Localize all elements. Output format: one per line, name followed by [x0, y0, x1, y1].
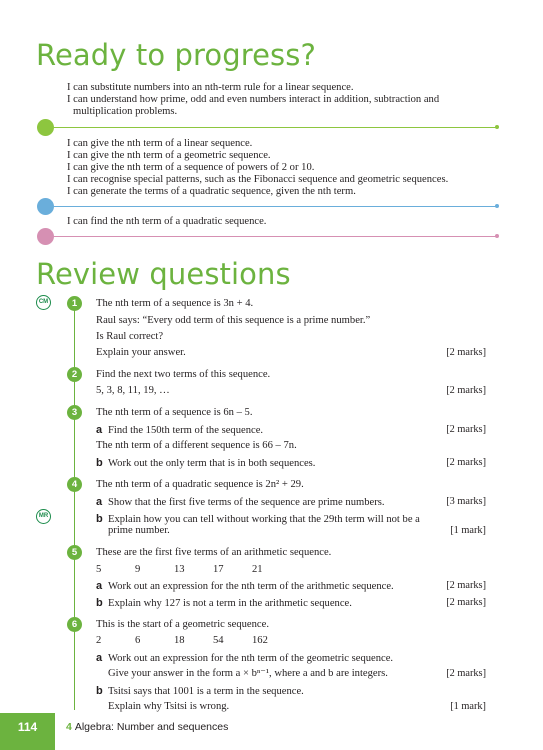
part-text-continued: Explain why Tsitsi is wrong.	[108, 701, 230, 712]
progress-statement: I can understand how prime, odd and even numbers interact in addition, subtraction and	[67, 94, 440, 105]
question-timeline	[74, 305, 75, 710]
question-text: The nth term of a different sequence is 66 – 7n.	[96, 440, 297, 451]
part-text-continued: Give your answer in the form a × bⁿ⁻¹, where a and b are integers.	[108, 668, 388, 679]
mr-badge: MR	[36, 509, 51, 524]
marks-label: [2 marks]	[446, 347, 486, 358]
sequence-term: 2	[96, 635, 102, 646]
review-heading: Review questions	[36, 257, 291, 291]
marks-label: [1 mark]	[450, 701, 486, 712]
sequence-term: 17	[213, 564, 224, 575]
part-label: a	[96, 580, 103, 592]
question-part-b	[96, 597, 352, 610]
question-part-b	[96, 685, 304, 698]
question-text: These are the first five terms of an arithmetic sequence.	[96, 547, 332, 558]
chapter-title: Algebra: Number and sequences	[74, 721, 229, 733]
part-label: a	[96, 496, 103, 508]
sequence-terms	[96, 564, 291, 576]
pink-line-end-dot	[495, 234, 499, 238]
sequence-term: 21	[252, 564, 263, 575]
progress-statement: I can find the nth term of a quadratic sequence.	[67, 216, 267, 227]
question-number: 1	[67, 296, 82, 311]
question-number: 6	[67, 617, 82, 632]
part-text: Tsitsi says that 1001 is a term in the sequence.	[108, 686, 304, 697]
part-text: Work out an expression for the nth term of the arithmetic sequence.	[108, 581, 394, 592]
question-text: The nth term of a quadratic sequence is 2n² + 29.	[96, 479, 304, 490]
sequence-term: 13	[174, 564, 185, 575]
part-text: Explain why 127 is not a term in the arithmetic sequence.	[108, 598, 352, 609]
question-part-a	[96, 424, 263, 437]
question-text: Is Raul correct?	[96, 331, 164, 342]
part-label: a	[96, 652, 103, 664]
question-number: 4	[67, 477, 82, 492]
marks-label: [3 marks]	[446, 496, 486, 507]
sequence-term: 162	[252, 635, 268, 646]
part-text-continued: prime number.	[108, 525, 170, 536]
part-text: Explain how you can tell without working that the 29th term will not be a	[108, 514, 420, 525]
marks-label: [1 mark]	[450, 525, 486, 536]
progress-statement: I can substitute numbers into an nth-term rule for a linear sequence.	[67, 82, 354, 93]
question-part-a	[96, 496, 385, 509]
part-text: Work out the only term that is in both sequences.	[108, 458, 316, 469]
blue-line-end-dot	[495, 204, 499, 208]
sequence-term: 5	[96, 564, 102, 575]
green-level-dot	[37, 119, 54, 136]
part-label: b	[96, 457, 103, 469]
progress-statement: I can recognise special patterns, such as the Fibonacci sequence and geometric sequences.	[67, 174, 449, 185]
part-label: b	[96, 513, 103, 525]
part-text: Find the 150th term of the sequence.	[108, 425, 264, 436]
sequence-term: 9	[135, 564, 141, 575]
marks-label: [2 marks]	[446, 424, 486, 435]
sequence-terms	[96, 635, 291, 647]
sequence-term: 6	[135, 635, 141, 646]
question-part-b	[96, 457, 315, 470]
question-text: This is the start of a geometric sequence.	[96, 619, 269, 630]
pink-divider	[54, 236, 497, 237]
chapter-footer	[66, 721, 228, 733]
marks-label: [2 marks]	[446, 668, 486, 679]
part-label: b	[96, 685, 103, 697]
question-part-a	[96, 580, 394, 593]
question-number: 5	[67, 545, 82, 560]
question-text: The nth term of a sequence is 3n + 4.	[96, 298, 254, 309]
progress-statement: I can give the nth term of a sequence of powers of 2 or 10.	[67, 162, 315, 173]
chapter-number: 4	[66, 721, 72, 733]
pink-level-dot	[37, 228, 54, 245]
part-label: a	[96, 424, 103, 436]
question-text: Explain your answer.	[96, 347, 186, 358]
question-part-a	[96, 652, 393, 665]
marks-label: [2 marks]	[446, 385, 486, 396]
part-text: Work out an expression for the nth term of the geometric sequence.	[108, 653, 394, 664]
question-text: Raul says: “Every odd term of this sequence is a prime number.”	[96, 315, 371, 326]
blue-level-dot	[37, 198, 54, 215]
progress-statement: I can give the nth term of a geometric sequence.	[67, 150, 271, 161]
sequence-terms: 5, 3, 8, 11, 19, …	[96, 385, 170, 396]
marks-label: [2 marks]	[446, 597, 486, 608]
page-number: 114	[0, 713, 55, 750]
progress-statement: I can generate the terms of a quadratic sequence, given the nth term.	[67, 186, 356, 197]
marks-label: [2 marks]	[446, 457, 486, 468]
part-text: Show that the first five terms of the sequence are prime numbers.	[108, 497, 385, 508]
question-text: Find the next two terms of this sequence.	[96, 369, 271, 380]
blue-divider	[54, 206, 497, 207]
ready-heading: Ready to progress?	[36, 38, 316, 72]
green-line-end-dot	[495, 125, 499, 129]
part-label: b	[96, 597, 103, 609]
question-number: 3	[67, 405, 82, 420]
marks-label: [2 marks]	[446, 580, 486, 591]
progress-statement: multiplication problems.	[73, 106, 178, 117]
progress-statement: I can give the nth term of a linear sequence.	[67, 138, 253, 149]
question-text: The nth term of a sequence is 6n – 5.	[96, 407, 253, 418]
green-divider	[54, 127, 497, 128]
sequence-term: 54	[213, 635, 224, 646]
cm-badge: CM	[36, 295, 51, 310]
question-number: 2	[67, 367, 82, 382]
sequence-term: 18	[174, 635, 185, 646]
